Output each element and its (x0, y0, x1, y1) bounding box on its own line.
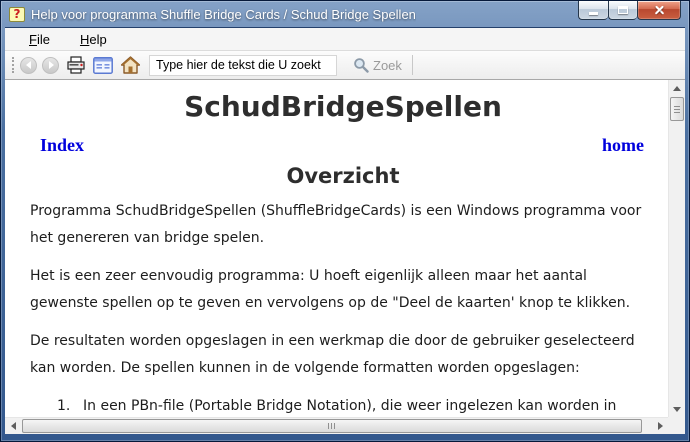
search-button-label: Zoek (373, 57, 402, 73)
document-body (5, 80, 668, 420)
arrow-left-icon (11, 422, 16, 430)
arrow-up-icon (673, 86, 681, 91)
paragraph-2: Het is een zeer eenvoudig programma: U hoeft eigenlijk alleen maar het aantal gewenste spellen op te geven en vervolgens op de "Deel de kaarten' knop te klikken. (30, 268, 631, 311)
minimize-icon (589, 12, 598, 15)
forward-button[interactable] (42, 57, 59, 74)
toolbar-gripper[interactable] (12, 57, 14, 73)
index-window-icon (93, 57, 113, 74)
window-title: Help voor programma Shuffle Bridge Cards / Schud Bridge Spellen (31, 6, 416, 22)
index-button[interactable] (91, 55, 115, 75)
home-link[interactable]: home (602, 135, 644, 155)
toolbar-separator (412, 55, 413, 75)
paragraph-3: De resultaten worden opgeslagen in een werkmap die door de gebruiker geselecteerd kan worden. De spellen kunnen in de volgende formatten worden opgeslagen: (30, 333, 635, 376)
horizontal-scrollbar[interactable] (5, 417, 668, 434)
close-icon (654, 5, 665, 16)
vertical-scrollbar[interactable] (668, 80, 685, 417)
search-icon (353, 57, 369, 73)
close-button[interactable] (637, 1, 681, 20)
menu-file[interactable]: File (29, 31, 50, 47)
document-content (5, 80, 685, 434)
link-row (30, 135, 656, 156)
index-link[interactable]: Index (40, 135, 85, 155)
client-area (5, 27, 685, 434)
maximize-button[interactable] (608, 1, 637, 20)
search-input[interactable] (149, 55, 337, 76)
arrow-right-icon (658, 422, 663, 430)
list-item-marker: 1. (57, 398, 71, 414)
home-button[interactable] (118, 55, 142, 75)
scroll-left-button[interactable] (5, 418, 21, 434)
forward-icon (49, 61, 54, 69)
horizontal-scrollbar-thumb[interactable] (22, 419, 642, 433)
toolbar (5, 51, 685, 80)
back-button[interactable] (20, 57, 37, 74)
print-button[interactable] (64, 55, 88, 75)
back-icon (26, 61, 31, 69)
section-heading: Overzicht (286, 164, 400, 188)
home-icon (121, 56, 140, 74)
vertical-scrollbar-thumb[interactable] (670, 97, 684, 121)
titlebar (5, 1, 685, 27)
search-button[interactable] (345, 55, 410, 75)
paragraph-1: Programma SchudBridgeSpellen (ShuffleBridgeCards) is een Windows programma voor het genereren van bridge spelen. (30, 203, 642, 246)
scrollbar-corner (668, 417, 685, 434)
list-item-text: In een PBn-file (Portable Bridge Notation), die weer ingelezen kan worden in (83, 398, 617, 414)
list-item (30, 393, 656, 420)
window-controls (578, 1, 681, 20)
scroll-right-button[interactable] (652, 418, 668, 434)
maximize-icon (618, 6, 628, 14)
scroll-down-button[interactable] (669, 401, 685, 417)
arrow-down-icon (673, 407, 681, 412)
page-title: SchudBridgeSpellen (184, 90, 502, 123)
scroll-up-button[interactable] (669, 80, 685, 96)
menu-bar (5, 28, 685, 51)
minimize-button[interactable] (578, 1, 608, 20)
print-icon (66, 56, 86, 74)
help-app-icon: ? (9, 7, 25, 22)
menu-help[interactable]: Help (79, 31, 107, 47)
